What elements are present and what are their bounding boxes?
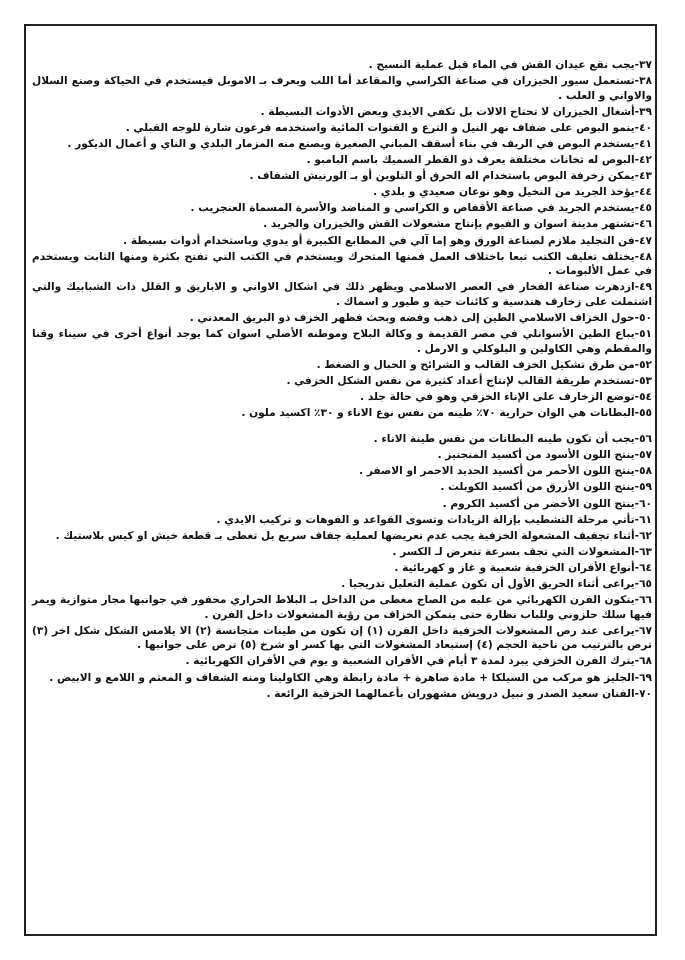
list-item: ٦٧-يراعى عند رص المشغولات الخزفية داخل الفرن (١) إن تكون من طينات متجانسة (٢) الا يلامس الشكل شكل اخر (٣) ترص بالترتيب من ناحية الحجم (٤) إستبعاد المشغولات التي بها كسر او شرخ (٥) ترص على جوانبها . bbox=[32, 624, 652, 652]
list-item: ٥٠-حول الخزاف الاسلامي الطين إلى ذهب وفضه وبحث فظهر الخزف ذو البريق المعدني . bbox=[189, 312, 652, 324]
items-group-1 bbox=[32, 58, 652, 421]
list-item: ٦٦-يتكون الفرن الكهربائي من علبه من الصاج مغطى من الداخل بـ البلاط الحراري محفور في جوانبها مجار متوازية ويمر فيها سلك حلزوني وللباب نظارة حتى يتمكن الخزاف من رؤية المشغولات داخل الفرن . bbox=[32, 594, 652, 621]
list-item: ٦٤-أنواع الأفران الخزفية شعبية و غاز و كهربائية . bbox=[394, 561, 652, 574]
list-item: ٤١-يستخدم البوص في الريف في بناء أسقف المباني الصغيرة ويصنع منه المزمار البلدي و الناي و أعمال الديكور . bbox=[67, 137, 652, 150]
list-item: ٦٣-المشغولات التي تجف بسرعة تتعرض لـ الكسر . bbox=[392, 545, 652, 558]
list-item: ٦١-تأتي مرحلة التشطيب بإزالة الزيادات وتسوى القواعد و الفوهات و تركيب الايدي . bbox=[216, 513, 652, 526]
list-item: ٤٥-يستخدم الجريد في صناعة الأقفاص و الكراسي و المناضد والأسرة المسماة العنجريب . bbox=[190, 202, 652, 215]
list-item: ٣٩-أشغال الخيزران لا تحتاج الالات بل تكفي الايدي وبعض الأدوات البسيطة . bbox=[260, 105, 652, 118]
list-item: ٦٢-أثناء تجفيف المشغولة الخزفية يجب عدم تعريضها لعملية جفاف سريع بل تغطى بـ قطعة خيش او كيس بلاستيك . bbox=[55, 529, 652, 542]
list-item: ٤٤-يؤخذ الجريد من النخيل وهو نوعان صعيدي و بلدي . bbox=[373, 186, 652, 199]
list-item: ٥٩-ينتج اللون الأزرق من أكسيد الكوبلت . bbox=[440, 481, 652, 494]
list-item: ٤٨-يختلف تغليف الكتب تبعا باختلاف العمل فمنها المتحرك ويستخدم في الكتب التي تفتح بكثرة ومنها الثابت ويستخدم في عمل الألبومات . bbox=[32, 250, 652, 278]
items-group-2 bbox=[32, 432, 652, 701]
list-item: ٣٨-تستعمل سيور الخيزران في صناعة الكراسي والمقاعد أما اللب ويعرف بـ الاموبل فيستخدم في الحياكة وصنع السلال والاواني و العلب . bbox=[32, 75, 652, 102]
list-item: ٥٥-البطانات هي الوان حرارية ٧٠٪ طينه من نفس نوع الاناء و ٣٠٪ اكسيد ملون . bbox=[241, 407, 652, 420]
list-item: ٥١-يباع الطين الأسوانلي في مصر القديمة و وكالة البلاح وموطنه الأصلي اسوان كما يوجد أنواع أخرى في سيناء وقنا والمقطم وهي الكاولين و البلوكلي و الارمل . bbox=[32, 328, 652, 355]
list-item: ٤٦-تشتهر مدينة اسوان و الفيوم بإنتاج مشغولات القش والخيزران والجريد . bbox=[263, 218, 652, 231]
list-item: ٦٥-يراعى أثناء الحريق الأول أن تكون عملية التعليل تدريجيا . bbox=[341, 578, 652, 590]
list-item: ٥٢-من طرق تشكيل الخزف القالب و الشرائح و الحبال و الضغط . bbox=[316, 358, 652, 371]
document-body bbox=[32, 58, 652, 703]
list-item: ٤٩-ازدهرت صناعة الفخار في العصر الاسلامي ويظهر ذلك في اشكال الاواني و الاباريق و القلل ذات الشبابيك والتي اشتملت على زخارف هندسية و كائنات حية و طيور و اسماك . bbox=[32, 281, 652, 308]
list-item: ٦٩-الجليز هو مركب من السيلكا + مادة صاهرة + مادة رابطة وهي الكاولينا ومنه الشفاف و المعتم و اللامع و الابيض . bbox=[49, 671, 652, 684]
list-item: ٦٨-يترك الفرن الخزفي يبرد لمدة ٣ أيام في الأفران الشعبية و يوم في الأفران الكهربائية . bbox=[185, 655, 652, 668]
list-item: ٤٣-يمكن زخرفة البوص باستخدام اله الحرق أو التلوين أو بـ الورنيش الشفاف . bbox=[249, 170, 652, 183]
list-item: ٤٧-فن التجليد ملازم لصناعة الورق وهو إما آلي في المطابع الكبيرة أو يدوي وباستخدام أدوات بسيطة . bbox=[123, 234, 652, 247]
list-item: ٦٠-ينتج اللون الأخضر من أكسيد الكروم . bbox=[442, 497, 652, 510]
list-item: ٥٨-ينتج اللون الأحمر من أكسيد الحديد الاحمر او الاصفر . bbox=[359, 465, 652, 478]
list-item: ٥٤-توضع الزخارف على الإناء الخزفي وهو في حالة جلد . bbox=[360, 390, 652, 403]
list-item: ٥٦-يجب أن تكون طينه البطانات من نفس طينة الاناء . bbox=[373, 433, 652, 446]
list-item: ٥٣-تستخدم طريقة القالب لإنتاج أعداد كثيرة من نفس الشكل الخزفي . bbox=[286, 374, 652, 387]
list-item: ٤٢-البوص له تخانات مختلفة يعرف ذو القطر السميك باسم البامبو . bbox=[306, 154, 652, 167]
list-item: ٧٠-الفنان سعيد الصدر و نبيل درويش مشهوران بأعمالهما الخزفية الرائعة . bbox=[266, 687, 652, 700]
list-item: ٤٠-ينمو البوص على ضفاف نهر النيل و الترع و القنوات المائية واستخدمه فرعون شارة للوجه القبلي . bbox=[125, 121, 652, 134]
list-item: ٣٧-يجب نقع عيدان القش في الماء قبل عملية النسيج . bbox=[368, 59, 652, 71]
section-gap bbox=[32, 422, 652, 432]
list-item: ٥٧-ينتج اللون الأسود من أكسيد المنجنيز . bbox=[437, 449, 652, 462]
